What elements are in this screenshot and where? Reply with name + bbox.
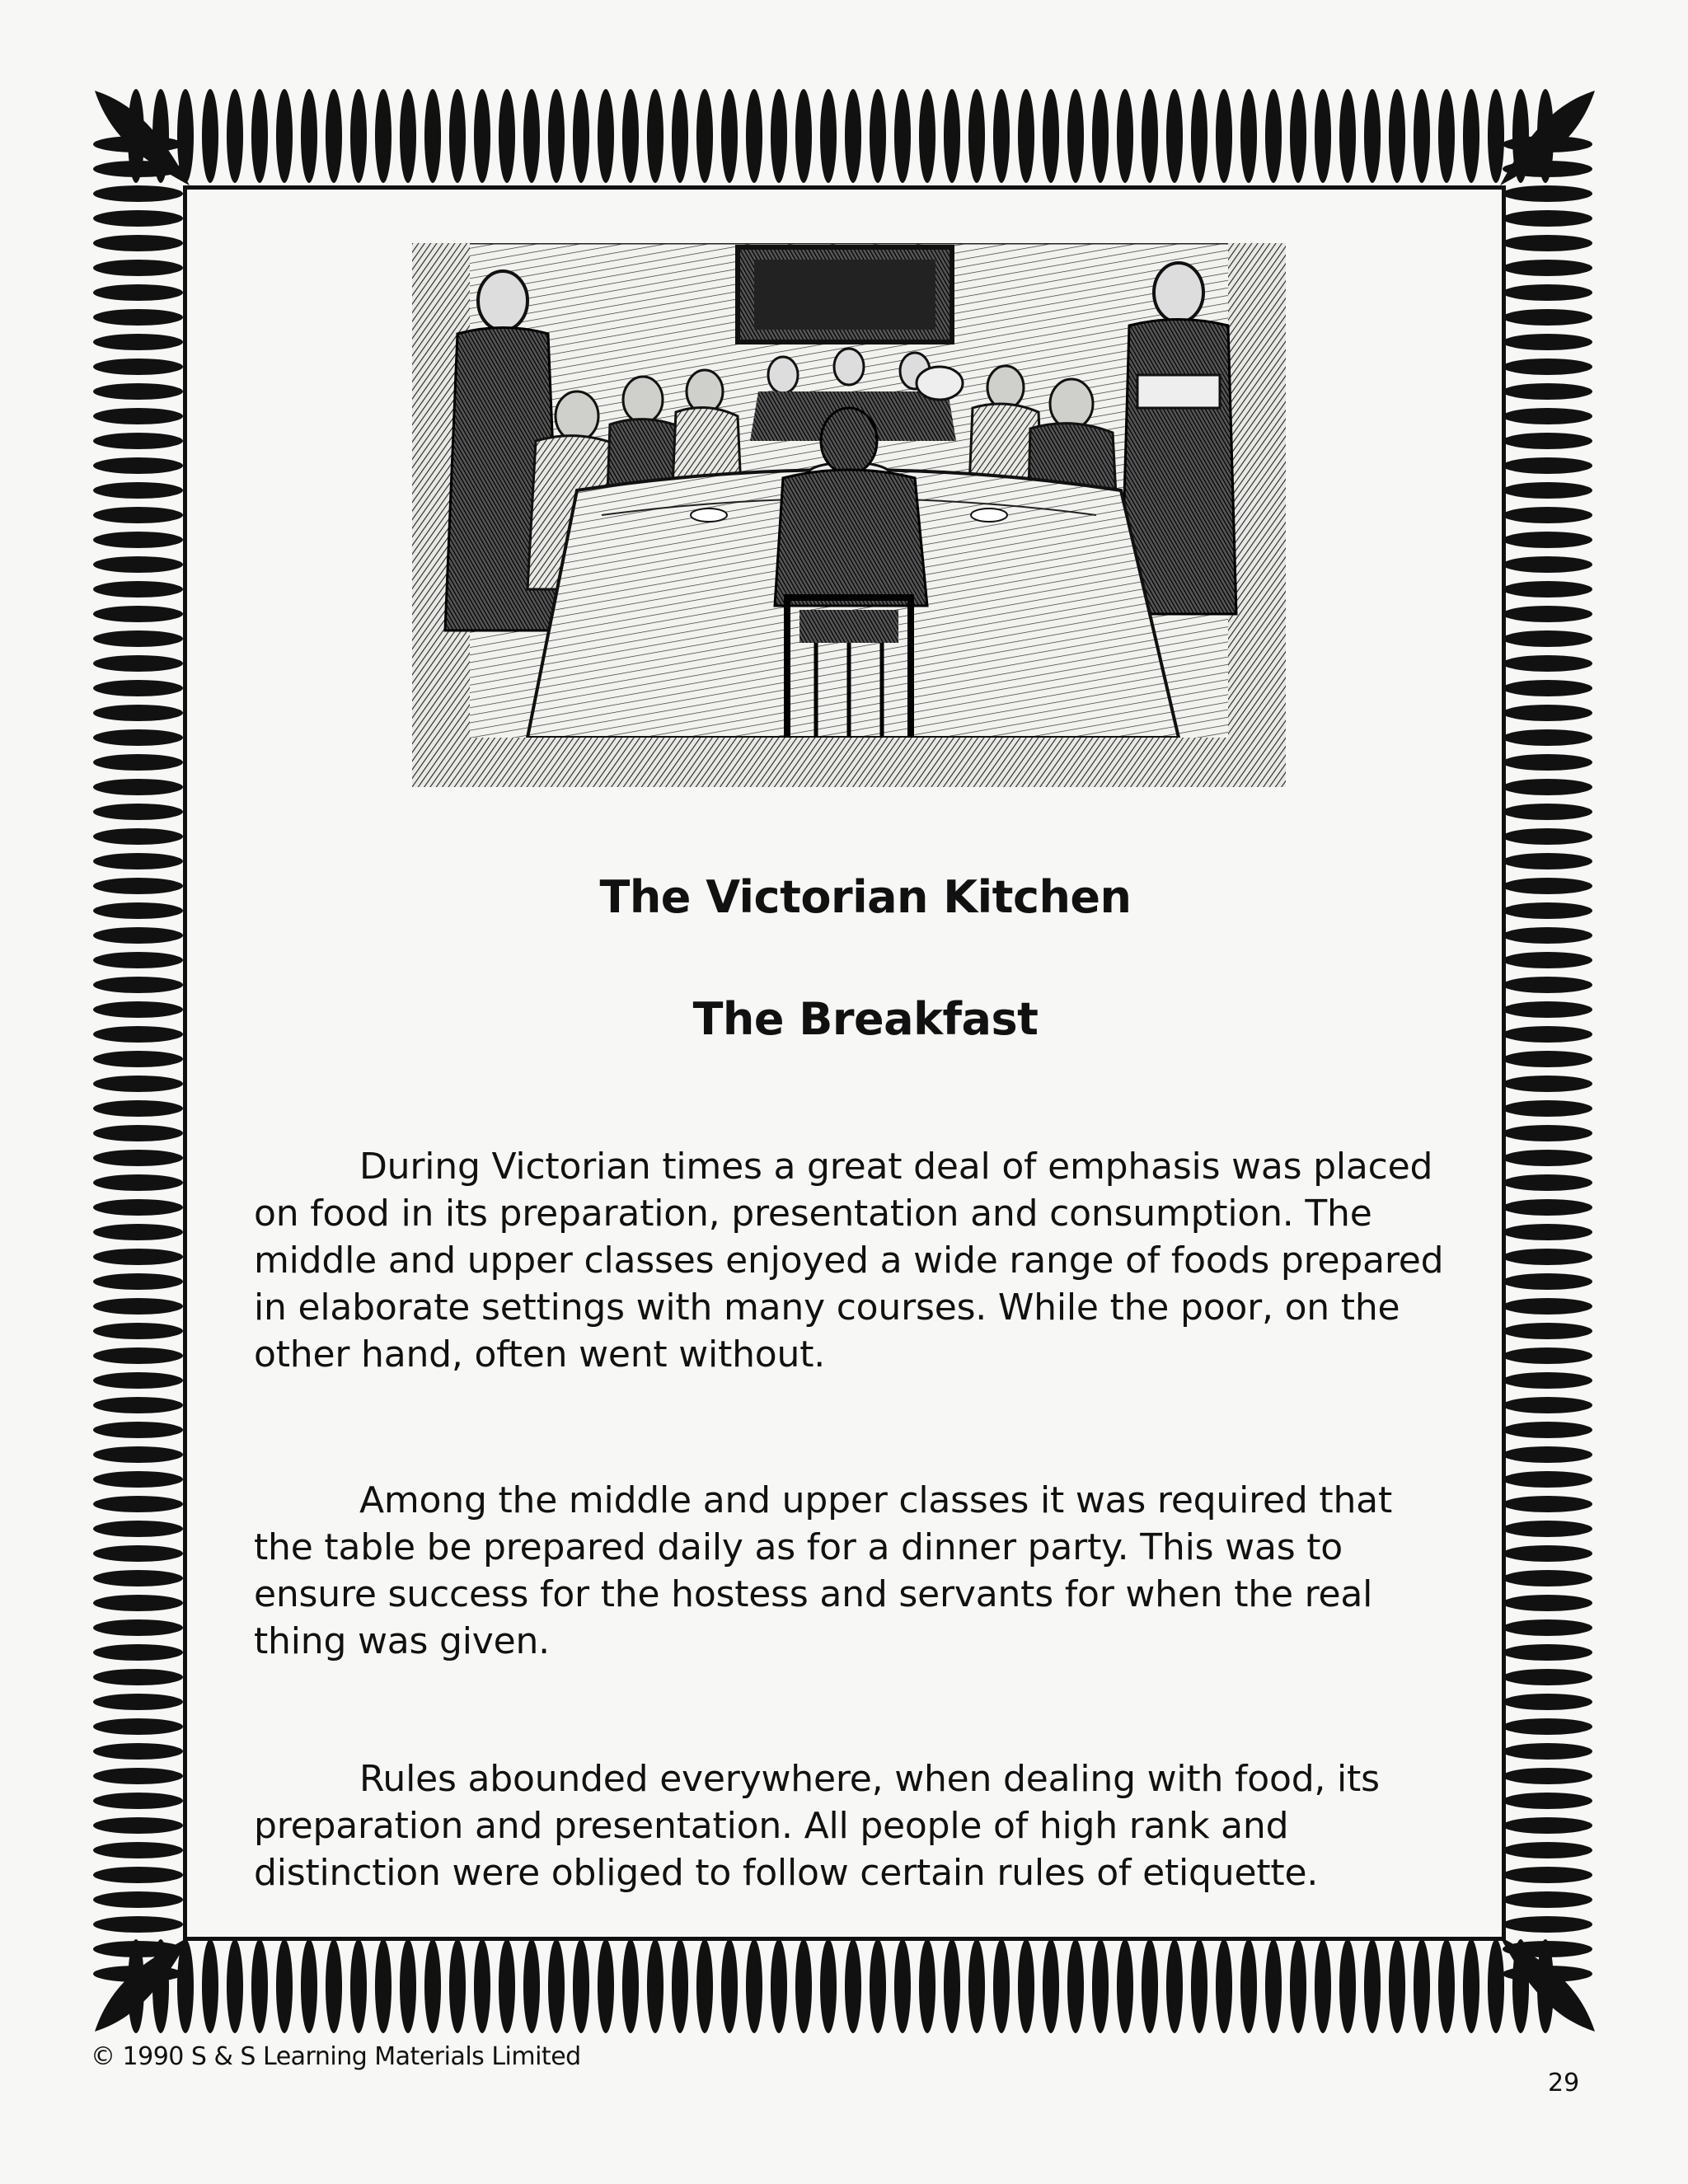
border-leaf: [93, 754, 183, 771]
border-leaf: [93, 1174, 183, 1191]
border-leaf: [93, 1397, 183, 1413]
border-top-leaves: [124, 82, 1566, 190]
border-leaf: [93, 853, 183, 869]
border-leaf: [1339, 1939, 1356, 2033]
border-leaf: [1503, 1694, 1592, 1710]
border-leaf: [1503, 1793, 1592, 1809]
border-leaf: [573, 89, 589, 183]
border-leaf: [93, 1916, 183, 1933]
border-leaf: [93, 1051, 183, 1067]
border-leaf: [93, 1224, 183, 1240]
border-leaf: [1503, 729, 1592, 746]
border-leaf: [93, 1595, 183, 1611]
border-leaf: [93, 1249, 183, 1265]
border-leaf: [1503, 1174, 1592, 1191]
border-leaf: [1503, 1249, 1592, 1265]
border-leaf: [93, 556, 183, 573]
victorian-dinner-engraving: [412, 243, 1286, 787]
border-leaf: [227, 89, 243, 183]
border-leaf: [227, 1939, 243, 2033]
border-leaf: [474, 1939, 490, 2033]
border-leaf: [93, 1570, 183, 1586]
border-leaf: [400, 89, 416, 183]
border-leaf: [350, 1939, 367, 2033]
border-leaf: [1503, 655, 1592, 672]
border-leaf: [375, 1939, 392, 2033]
border-leaf: [251, 1939, 268, 2033]
border-leaf: [1265, 89, 1282, 183]
body-paragraph: Among the middle and upper classes it was required that the table be prepared daily as for a dinner party. This was to ensure success for the hostess and servants for when the real thing was given.: [254, 1479, 1392, 1662]
corner-ornament-top-left: [87, 82, 194, 190]
border-leaf: [1503, 1817, 1592, 1834]
border-leaf: [1503, 630, 1592, 647]
border-leaf: [672, 1939, 688, 2033]
border-leaf: [1503, 210, 1592, 227]
border-leaf: [1503, 556, 1592, 573]
border-leaf: [746, 1939, 762, 2033]
border-leaf: [1503, 1323, 1592, 1339]
border-leaf: [202, 1939, 218, 2033]
border-leaf: [202, 89, 218, 183]
border-leaf: [1503, 804, 1592, 820]
border-leaf: [598, 1939, 614, 2033]
border-inner-line-left: [183, 185, 187, 1941]
border-leaf: [93, 433, 183, 449]
border-leaf: [1503, 1619, 1592, 1636]
border-leaf: [968, 89, 985, 183]
border-leaf: [93, 1372, 183, 1389]
border-leaf: [771, 89, 787, 183]
border-leaf: [1503, 680, 1592, 696]
border-leaf: [647, 1939, 663, 2033]
border-leaf: [93, 1496, 183, 1512]
border-leaf: [1389, 1939, 1405, 2033]
border-leaf: [548, 89, 565, 183]
border-leaf: [93, 532, 183, 548]
border-leaf: [93, 359, 183, 375]
border-leaf: [350, 89, 367, 183]
border-leaf: [93, 235, 183, 251]
border-leaf: [1503, 433, 1592, 449]
border-leaf: [1503, 1372, 1592, 1389]
border-leaf: [1067, 89, 1084, 183]
border-leaf: [1503, 581, 1592, 598]
border-leaf: [1503, 606, 1592, 622]
border-leaf: [1503, 1842, 1592, 1858]
border-leaf: [93, 804, 183, 820]
border-leaf: [1018, 89, 1034, 183]
border-leaf: [93, 1891, 183, 1908]
border-leaf: [1092, 89, 1109, 183]
border-leaf: [944, 89, 960, 183]
border-leaf: [1240, 89, 1257, 183]
border-leaf: [93, 1001, 183, 1018]
border-leaf: [474, 89, 490, 183]
border-leaf: [1503, 1076, 1592, 1092]
border-leaf: [276, 1939, 293, 2033]
border-leaf: [326, 1939, 342, 2033]
border-leaf: [1503, 1521, 1592, 1537]
border-leaf: [93, 482, 183, 499]
border-leaf: [1117, 1939, 1133, 2033]
border-leaf: [1503, 507, 1592, 523]
border-leaf: [1315, 1939, 1331, 2033]
border-leaf: [1216, 89, 1232, 183]
border-leaf: [93, 1743, 183, 1760]
border-leaf: [1503, 754, 1592, 771]
border-leaf: [622, 89, 639, 183]
border-leaf: [93, 210, 183, 227]
border-leaf: [93, 408, 183, 424]
border-leaf: [1503, 1471, 1592, 1488]
border-leaf: [1364, 89, 1381, 183]
border-leaf: [93, 457, 183, 474]
border-leaf: [795, 89, 812, 183]
border-leaf: [919, 1939, 935, 2033]
border-leaf: [93, 1199, 183, 1216]
border-leaf: [894, 1939, 911, 2033]
border-leaf: [1191, 1939, 1207, 2033]
border-leaf: [499, 1939, 515, 2033]
border-leaf: [1503, 1397, 1592, 1413]
border-leaf: [93, 828, 183, 845]
border-leaf: [548, 1939, 565, 2033]
border-leaf: [1503, 927, 1592, 944]
border-leaf: [1043, 1939, 1059, 2033]
border-leaf: [1240, 1939, 1257, 2033]
border-leaf: [499, 89, 515, 183]
border-leaf: [93, 1867, 183, 1883]
border-leaf: [93, 655, 183, 672]
border-leaf: [93, 878, 183, 894]
border-leaf: [93, 1521, 183, 1537]
border-leaf: [93, 729, 183, 746]
border-leaf: [1503, 1422, 1592, 1438]
border-leaf: [1503, 853, 1592, 869]
border-leaf: [523, 1939, 540, 2033]
border-leaf: [1290, 1939, 1306, 2033]
corner-ornament-top-right: [1496, 82, 1603, 190]
border-leaf: [1067, 1939, 1084, 2033]
border-leaf: [93, 260, 183, 276]
border-leaf: [721, 89, 738, 183]
border-leaf: [93, 779, 183, 795]
border-leaf: [919, 89, 935, 183]
border-leaf: [1463, 1939, 1479, 2033]
border-leaf: [1043, 89, 1059, 183]
border-leaf: [301, 1939, 317, 2033]
border-leaf: [696, 1939, 713, 2033]
border-leaf: [1438, 1939, 1455, 2033]
border-leaf: [1503, 1570, 1592, 1586]
border-leaf: [93, 1644, 183, 1661]
copyright-notice: © 1990 S & S Learning Materials Limited: [91, 2042, 581, 2071]
body-paragraph: Rules abounded everywhere, when dealing with food, its preparation and presentation. All people of high rank and distinction were obliged to follow certain rules of etiquette.: [254, 1758, 1380, 1894]
border-leaf: [820, 89, 837, 183]
border-leaf: [1503, 284, 1592, 301]
border-leaf: [93, 334, 183, 350]
border-leaf: [894, 89, 911, 183]
border-leaf: [1503, 1298, 1592, 1315]
border-leaf: [993, 1939, 1010, 2033]
border-leaf: [93, 1545, 183, 1562]
border-leaf: [93, 1842, 183, 1858]
border-leaf: [93, 309, 183, 326]
border-bottom-leaves: [124, 1933, 1566, 2040]
border-leaf: [326, 89, 342, 183]
border-inner-line-top: [185, 185, 1504, 190]
border-leaf: [1503, 828, 1592, 845]
border-leaf: [93, 284, 183, 301]
border-leaf: [1339, 89, 1356, 183]
border-leaf: [1389, 89, 1405, 183]
border-leaf: [820, 1939, 837, 2033]
border-leaf: [93, 1471, 183, 1488]
border-leaf: [771, 1939, 787, 2033]
border-leaf: [1503, 1199, 1592, 1216]
border-leaf: [93, 630, 183, 647]
border-leaf: [1166, 1939, 1183, 2033]
border-leaf: [1191, 89, 1207, 183]
border-leaf: [647, 89, 663, 183]
border-leaf: [1216, 1939, 1232, 2033]
border-leaf: [845, 1939, 861, 2033]
border-leaf: [1503, 779, 1592, 795]
border-leaf: [870, 89, 886, 183]
border-leaf: [424, 89, 441, 183]
border-leaf: [93, 927, 183, 944]
border-leaf: [1503, 408, 1592, 424]
border-leaf: [1503, 1224, 1592, 1240]
border-leaf: [1503, 1347, 1592, 1364]
border-leaf: [1503, 1718, 1592, 1735]
border-leaf: [93, 680, 183, 696]
border-leaf: [1503, 952, 1592, 968]
border-leaf: [93, 705, 183, 721]
border-leaf: [672, 89, 688, 183]
border-leaf: [1503, 260, 1592, 276]
border-leaf: [251, 89, 268, 183]
border-left-leaves: [87, 132, 190, 1986]
page-title: The Victorian Kitchen: [599, 871, 1132, 923]
border-leaf: [1503, 1100, 1592, 1117]
border-leaf: [1463, 89, 1479, 183]
border-leaf: [1018, 1939, 1034, 2033]
border-leaf: [93, 1694, 183, 1710]
border-leaf: [1503, 1150, 1592, 1166]
border-leaf: [1503, 1125, 1592, 1141]
border-leaf: [968, 1939, 985, 2033]
border-leaf: [93, 507, 183, 523]
border-leaf: [1503, 334, 1592, 350]
border-leaf: [1290, 89, 1306, 183]
border-leaf: [93, 1793, 183, 1809]
border-leaf: [400, 1939, 416, 2033]
corner-ornament-bottom-right: [1496, 1933, 1603, 2040]
border-leaf: [1503, 1644, 1592, 1661]
border-leaf: [1092, 1939, 1109, 2033]
border-leaf: [93, 1026, 183, 1043]
border-leaf: [944, 1939, 960, 2033]
border-leaf: [276, 89, 293, 183]
border-leaf: [93, 1718, 183, 1735]
border-leaf: [93, 1347, 183, 1364]
border-leaf: [93, 1298, 183, 1315]
border-leaf: [1503, 1669, 1592, 1685]
border-leaf: [93, 1125, 183, 1141]
border-leaf: [93, 606, 183, 622]
border-leaf: [93, 1817, 183, 1834]
border-leaf: [93, 1768, 183, 1784]
border-leaf: [1503, 1768, 1592, 1784]
border-leaf: [93, 977, 183, 993]
border-inner-line-right: [1502, 185, 1506, 1941]
border-leaf: [1414, 1939, 1430, 2033]
border-leaf: [1503, 235, 1592, 251]
border-leaf: [1503, 1545, 1592, 1562]
border-leaf: [1503, 1273, 1592, 1290]
border-leaf: [93, 1273, 183, 1290]
border-leaf: [1315, 89, 1331, 183]
border-leaf: [1503, 309, 1592, 326]
border-leaf: [449, 89, 466, 183]
border-leaf: [1503, 977, 1592, 993]
border-leaf: [93, 1100, 183, 1117]
border-leaf: [845, 89, 861, 183]
border-leaf: [573, 1939, 589, 2033]
border-leaf: [93, 1422, 183, 1438]
border-leaf: [1142, 1939, 1158, 2033]
border-leaf: [93, 1669, 183, 1685]
border-leaf: [93, 1150, 183, 1166]
border-leaf: [375, 89, 392, 183]
border-leaf: [1503, 705, 1592, 721]
border-leaf: [1503, 532, 1592, 548]
border-leaf: [1503, 1916, 1592, 1933]
body-paragraph: During Victorian times a great deal of emphasis was placed on food in its preparation, presentation and consumption. The middle and upper classes enjoyed a wide range of foods prepared in elaborate settings with many courses. While the poor, on the other hand, often went without.: [254, 1146, 1444, 1376]
page-number: 29: [1548, 2069, 1580, 2097]
border-leaf: [301, 89, 317, 183]
border-leaf: [93, 1619, 183, 1636]
border-leaf: [93, 952, 183, 968]
border-leaf: [1503, 1743, 1592, 1760]
corner-ornament-bottom-left: [87, 1933, 194, 2040]
border-leaf: [449, 1939, 466, 2033]
border-leaf: [1142, 89, 1158, 183]
border-right-leaves: [1496, 132, 1599, 1986]
border-leaf: [1503, 383, 1592, 400]
border-inner-line-bottom: [185, 1937, 1504, 1941]
border-leaf: [721, 1939, 738, 2033]
border-leaf: [1503, 457, 1592, 474]
border-leaf: [598, 89, 614, 183]
border-leaf: [1438, 89, 1455, 183]
border-leaf: [424, 1939, 441, 2033]
border-leaf: [523, 89, 540, 183]
border-leaf: [993, 89, 1010, 183]
border-leaf: [1503, 1446, 1592, 1463]
border-leaf: [93, 1076, 183, 1092]
border-leaf: [795, 1939, 812, 2033]
border-leaf: [1503, 1867, 1592, 1883]
border-leaf: [1503, 1891, 1592, 1908]
border-leaf: [870, 1939, 886, 2033]
border-leaf: [1364, 1939, 1381, 2033]
border-leaf: [696, 89, 713, 183]
border-leaf: [1117, 89, 1133, 183]
border-leaf: [93, 1323, 183, 1339]
border-leaf: [1166, 89, 1183, 183]
border-leaf: [1265, 1939, 1282, 2033]
border-leaf: [746, 89, 762, 183]
border-leaf: [93, 383, 183, 400]
border-leaf: [1503, 482, 1592, 499]
border-leaf: [1503, 1496, 1592, 1512]
border-leaf: [93, 902, 183, 919]
border-leaf: [622, 1939, 639, 2033]
border-leaf: [1503, 1051, 1592, 1067]
page-subtitle: The Breakfast: [692, 993, 1039, 1045]
border-leaf: [1414, 89, 1430, 183]
border-leaf: [93, 581, 183, 598]
border-leaf: [93, 1446, 183, 1463]
border-leaf: [1503, 359, 1592, 375]
border-leaf: [1503, 1595, 1592, 1611]
